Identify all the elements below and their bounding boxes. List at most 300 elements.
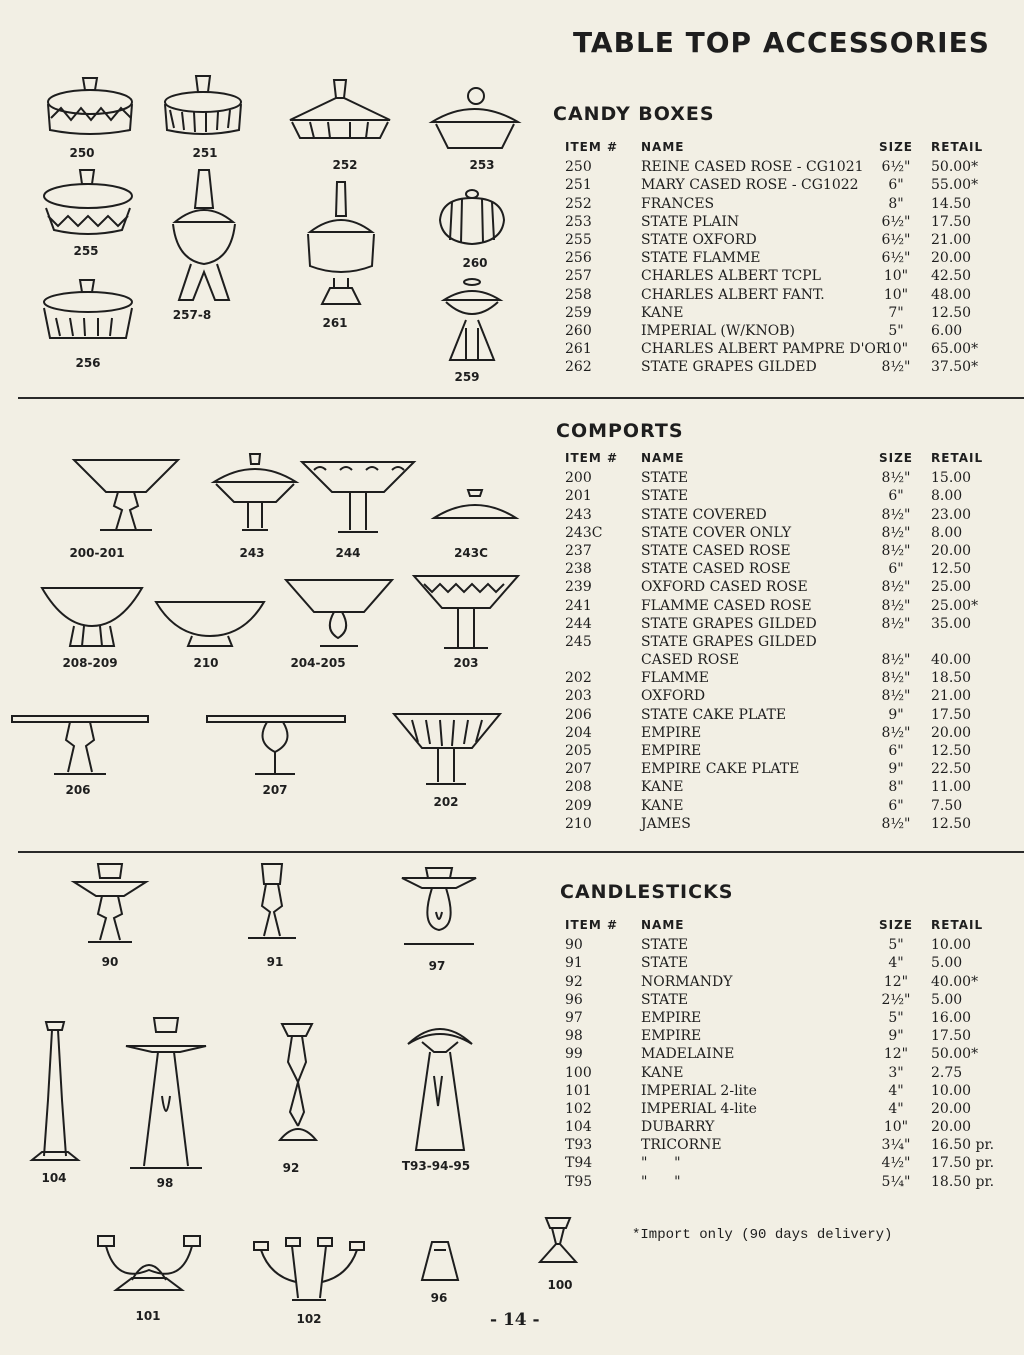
item-number: 100 <box>565 1064 592 1081</box>
item-size: 8½" <box>881 524 911 541</box>
candlestick-90-illustration <box>72 862 148 946</box>
item-name: STATE <box>641 470 689 487</box>
item-name: " " <box>641 1173 681 1190</box>
candy-box-253-illustration <box>428 86 520 152</box>
candy-box-252-illustration <box>288 78 392 144</box>
table-row <box>553 213 1003 231</box>
item-name: CASED ROSE <box>641 652 740 669</box>
item-number: 102 <box>565 1100 592 1117</box>
table-row <box>553 176 1003 194</box>
item-size: 4" <box>888 1082 904 1099</box>
candy-box-251-illustration <box>162 74 244 140</box>
item-name: EMPIRE <box>641 724 702 741</box>
item-retail: 12.50 <box>931 561 972 578</box>
table-row <box>553 1027 1003 1045</box>
candy-box-260-illustration <box>436 188 508 250</box>
item-retail: 20.00 <box>931 250 972 267</box>
item-retail: 37.50* <box>931 359 979 376</box>
item-name: CHARLES ALBERT PAMPRE D'OR <box>641 341 887 358</box>
item-name: STATE GRAPES GILDED <box>641 633 817 650</box>
item-number: T95 <box>565 1173 593 1190</box>
item-retail: 25.00 <box>931 579 972 596</box>
figure-label: 259 <box>454 370 480 384</box>
figure-label: 96 <box>430 1291 448 1305</box>
item-size: 9" <box>888 761 904 778</box>
item-name: EMPIRE <box>641 743 702 759</box>
item-retail: 20.00 <box>931 724 972 741</box>
comport-207-illustration <box>205 712 347 778</box>
item-size: 6½" <box>881 159 911 176</box>
item-number: 104 <box>565 1119 592 1136</box>
item-retail: 40.00* <box>931 973 979 990</box>
item-retail: 5.00 <box>931 991 963 1008</box>
column-header-retail: RETAIL <box>931 451 984 465</box>
comport-200-201-illustration <box>72 458 180 534</box>
candy-box-261-illustration <box>304 180 378 310</box>
item-retail: 10.00 <box>931 937 972 954</box>
item-name: FLAMME CASED ROSE <box>641 597 812 614</box>
item-retail: 22.50 <box>931 761 972 778</box>
item-name: IMPERIAL 4-lite <box>641 1100 757 1117</box>
comport-204-205-illustration <box>284 578 394 650</box>
item-number: 262 <box>565 359 592 376</box>
item-retail: 21.00 <box>931 231 972 248</box>
figure-label: 257-8 <box>172 308 212 322</box>
item-name: STATE COVER ONLY <box>641 524 792 541</box>
candlestick-97-illustration <box>400 866 478 950</box>
item-name: IMPERIAL 2-lite <box>641 1082 757 1099</box>
column-header-name: NAME <box>641 140 685 154</box>
item-number: 202 <box>565 670 592 687</box>
table-row <box>553 936 1003 954</box>
item-name: EMPIRE CAKE PLATE <box>641 761 800 778</box>
column-header-item: ITEM # <box>565 918 619 932</box>
item-name: STATE CASED ROSE <box>641 561 791 578</box>
item-number: 243 <box>565 506 592 523</box>
table-row <box>553 1082 1003 1100</box>
item-retail: 18.50 <box>931 670 972 687</box>
item-retail: 17.50 <box>931 706 972 723</box>
table-row <box>553 651 1003 669</box>
item-number: 210 <box>565 815 592 832</box>
candlestick-t93-94-95-illustration <box>400 1016 480 1156</box>
item-number: 204 <box>565 724 592 741</box>
candlestick-101-illustration <box>96 1230 202 1298</box>
figure-label: 104 <box>41 1171 67 1185</box>
item-name: NORMANDY <box>641 973 733 990</box>
item-number: 205 <box>565 743 592 759</box>
item-number: 238 <box>565 561 592 578</box>
table-row <box>553 615 1003 633</box>
table-row <box>553 231 1003 249</box>
table-row <box>553 760 1003 778</box>
item-name: STATE GRAPES GILDED <box>641 359 817 376</box>
candlestick-104-illustration <box>30 1020 80 1168</box>
figure-label: 256 <box>75 356 101 370</box>
candy-box-250-illustration <box>45 68 135 140</box>
item-retail: 50.00* <box>931 1046 979 1063</box>
item-number: 257 <box>565 268 592 285</box>
item-size: 9" <box>888 1028 904 1045</box>
item-number: 252 <box>565 195 592 212</box>
item-size: 8½" <box>881 670 911 687</box>
candy-box-255-illustration <box>40 168 136 240</box>
figure-label: 102 <box>296 1312 322 1326</box>
table-row <box>553 633 1003 651</box>
item-name: TRICORNE <box>641 1137 722 1154</box>
figure-label: 98 <box>156 1176 174 1190</box>
item-size: 12" <box>883 1046 909 1063</box>
figure-label: 208-209 <box>62 656 118 670</box>
item-name: REINE CASED ROSE - CG1021 <box>641 159 864 176</box>
item-number: 237 <box>565 542 592 559</box>
item-retail: 20.00 <box>931 1119 972 1136</box>
figure-label: 253 <box>469 158 495 172</box>
item-retail: 8.00 <box>931 524 963 541</box>
item-size: 8½" <box>881 724 911 741</box>
table-row <box>553 469 1003 487</box>
table-row <box>553 267 1003 285</box>
page-title: TABLE TOP ACCESSORIES <box>573 26 990 59</box>
item-name: STATE COVERED <box>641 506 767 523</box>
item-name: STATE CASED ROSE <box>641 542 791 559</box>
item-name: STATE CAKE PLATE <box>641 706 787 723</box>
figure-label: 204-205 <box>290 656 346 670</box>
item-number: 201 <box>565 488 592 505</box>
figure-label: 244 <box>335 546 361 560</box>
item-name: STATE <box>641 955 689 972</box>
item-size: 10" <box>883 268 909 285</box>
column-header-name: NAME <box>641 451 685 465</box>
item-number: 239 <box>565 579 592 596</box>
item-name: KANE <box>641 779 684 796</box>
comport-210-illustration <box>154 600 266 650</box>
item-retail: 17.50 pr. <box>931 1155 995 1172</box>
item-size: 8½" <box>881 688 911 705</box>
figure-label: 251 <box>192 146 218 160</box>
figure-label: 207 <box>262 783 288 797</box>
candlestick-91-illustration <box>244 862 300 946</box>
item-retail: 18.50 pr. <box>931 1173 995 1190</box>
item-name: STATE PLAIN <box>641 213 740 230</box>
item-name: FRANCES <box>641 195 715 212</box>
figure-label: 202 <box>433 795 459 809</box>
figure-label: 252 <box>332 158 358 172</box>
item-name: OXFORD CASED ROSE <box>641 579 808 596</box>
figure-label: 243C <box>454 546 488 560</box>
item-name: STATE GRAPES GILDED <box>641 615 817 632</box>
item-name: JAMES <box>641 815 691 832</box>
comport-203-illustration <box>412 574 520 652</box>
item-name: KANE <box>641 1064 684 1081</box>
item-retail: 16.00 <box>931 1009 972 1026</box>
item-size: 4" <box>888 1100 904 1117</box>
table-row <box>553 286 1003 304</box>
table-row <box>553 973 1003 991</box>
item-retail: 6.00 <box>931 322 963 339</box>
item-size: 5" <box>888 322 904 339</box>
item-number: 241 <box>565 597 592 614</box>
item-name: KANE <box>641 304 684 321</box>
figure-label: 210 <box>193 656 219 670</box>
table-row <box>553 597 1003 615</box>
item-name: STATE OXFORD <box>641 231 757 248</box>
item-number: 259 <box>565 304 592 321</box>
item-retail: 12.50 <box>931 815 972 832</box>
item-number: 245 <box>565 633 592 650</box>
item-retail: 12.50 <box>931 743 972 759</box>
item-number: 203 <box>565 688 592 705</box>
comport-206-illustration <box>10 712 150 778</box>
item-size: 8½" <box>881 359 911 376</box>
footnote: *Import only (90 days delivery) <box>632 1227 893 1243</box>
item-size: 6½" <box>881 231 911 248</box>
table-row <box>553 1136 1003 1154</box>
item-name: OXFORD <box>641 688 706 705</box>
figure-label: 261 <box>322 316 348 330</box>
item-retail: 15.00 <box>931 470 972 487</box>
column-header-item: ITEM # <box>565 451 619 465</box>
table-row <box>553 542 1003 560</box>
item-size: 10" <box>883 1119 909 1136</box>
item-size: 6" <box>888 488 904 505</box>
item-size: 5" <box>888 937 904 954</box>
item-retail: 65.00* <box>931 341 979 358</box>
figure-label: 206 <box>65 783 91 797</box>
figure-label: 100 <box>547 1278 573 1292</box>
table-header <box>553 451 1003 469</box>
candy-box-256-illustration <box>40 278 136 344</box>
table-row <box>553 1173 1003 1191</box>
item-retail: 11.00 <box>931 779 972 796</box>
comport-202-illustration <box>392 712 502 788</box>
item-retail: 35.00 <box>931 615 972 632</box>
item-retail: 8.00 <box>931 488 963 505</box>
item-name: STATE <box>641 991 689 1008</box>
item-name: EMPIRE <box>641 1028 702 1045</box>
table-row <box>553 524 1003 542</box>
comports-table <box>553 451 1003 833</box>
item-number: 91 <box>565 955 583 972</box>
item-size: 8½" <box>881 579 911 596</box>
table-row <box>553 1118 1003 1136</box>
candlestick-98-illustration <box>124 1016 208 1176</box>
item-retail: 50.00* <box>931 159 979 176</box>
section-title-candlesticks: CANDLESTICKS <box>560 881 734 903</box>
table-row <box>553 340 1003 358</box>
item-size <box>861 633 931 651</box>
item-name: IMPERIAL (W/KNOB) <box>641 322 795 339</box>
item-size: 8½" <box>881 815 911 832</box>
column-header-size: SIZE <box>878 451 913 465</box>
section-title-candy-boxes: CANDY BOXES <box>553 103 715 125</box>
item-name: STATE <box>641 937 689 954</box>
candy-box-259-illustration <box>440 278 504 362</box>
item-retail: 48.00 <box>931 286 972 303</box>
table-row <box>553 1009 1003 1027</box>
item-size: 6" <box>888 177 904 194</box>
item-retail: 5.00 <box>931 955 963 972</box>
item-size: 6" <box>888 743 904 759</box>
item-size: 3¼" <box>881 1137 911 1154</box>
figure-label: 101 <box>135 1309 161 1323</box>
table-row <box>553 487 1003 505</box>
column-header-retail: RETAIL <box>931 140 984 154</box>
table-header <box>553 918 1003 936</box>
item-retail: 23.00 <box>931 506 972 523</box>
table-row <box>553 1154 1003 1172</box>
item-retail: 17.50 <box>931 1028 972 1045</box>
item-size: 8½" <box>881 506 911 523</box>
table-row <box>553 1045 1003 1063</box>
item-name: CHARLES ALBERT FANT. <box>641 286 825 303</box>
item-size: 2½" <box>881 991 911 1008</box>
column-header-size: SIZE <box>878 918 913 932</box>
figure-label: 255 <box>73 244 99 258</box>
table-row <box>553 778 1003 796</box>
item-retail: 12.50 <box>931 304 972 321</box>
item-number: 99 <box>565 1046 583 1063</box>
table-row <box>553 249 1003 267</box>
item-number: T93 <box>565 1137 593 1154</box>
table-row <box>553 815 1003 833</box>
item-size: 8½" <box>881 652 911 669</box>
table-row <box>553 954 1003 972</box>
item-number: 200 <box>565 470 592 487</box>
item-retail: 10.00 <box>931 1082 972 1099</box>
item-retail: 21.00 <box>931 688 972 705</box>
item-number: 260 <box>565 322 592 339</box>
item-number: 97 <box>565 1009 583 1026</box>
page-number: - 14 - <box>490 1310 540 1330</box>
item-number: 261 <box>565 341 592 358</box>
table-row <box>553 158 1003 176</box>
table-row <box>553 195 1003 213</box>
item-name: " " <box>641 1155 681 1172</box>
item-name: MARY CASED ROSE - CG1022 <box>641 177 859 194</box>
item-retail: 17.50 <box>931 213 972 230</box>
item-size: 8½" <box>881 542 911 559</box>
comport-243c-illustration <box>432 488 518 522</box>
figure-label: 250 <box>69 146 95 160</box>
item-size: 6½" <box>881 213 911 230</box>
table-row <box>553 322 1003 340</box>
table-row <box>553 358 1003 376</box>
item-retail: 20.00 <box>931 1100 972 1117</box>
item-name: DUBARRY <box>641 1119 715 1136</box>
item-size: 8½" <box>881 470 911 487</box>
item-name: EMPIRE <box>641 1009 702 1026</box>
item-size: 8½" <box>881 597 911 614</box>
figure-label: 200-201 <box>69 546 125 560</box>
item-retail: 16.50 pr. <box>931 1137 995 1154</box>
table-row <box>553 506 1003 524</box>
item-size: 4" <box>888 955 904 972</box>
item-number: 207 <box>565 761 592 778</box>
item-number: 209 <box>565 797 592 814</box>
divider <box>18 851 1024 853</box>
item-number: 208 <box>565 779 592 796</box>
table-header <box>553 140 1003 158</box>
item-name: MADELAINE <box>641 1046 735 1063</box>
table-row <box>553 560 1003 578</box>
table-row <box>553 991 1003 1009</box>
candy-boxes-table <box>553 140 1003 376</box>
item-number: 256 <box>565 250 592 267</box>
item-number: 253 <box>565 213 592 230</box>
figure-label: 260 <box>462 256 488 270</box>
item-retail: 25.00* <box>931 597 979 614</box>
item-number: 98 <box>565 1028 583 1045</box>
item-retail <box>931 633 1003 651</box>
item-number: 96 <box>565 991 583 1008</box>
table-row <box>553 742 1003 760</box>
item-size: 8" <box>888 779 904 796</box>
item-name: STATE FLAMME <box>641 250 761 267</box>
item-retail: 14.50 <box>931 195 972 212</box>
item-size: 5¼" <box>881 1173 911 1190</box>
candlestick-92-illustration <box>272 1022 322 1152</box>
column-header-retail: RETAIL <box>931 918 984 932</box>
item-name: CHARLES ALBERT TCPL <box>641 268 821 285</box>
item-number: 244 <box>565 615 592 632</box>
item-size: 10" <box>883 286 909 303</box>
figure-label: 203 <box>453 656 479 670</box>
table-row <box>553 1100 1003 1118</box>
figure-label: 90 <box>101 955 119 969</box>
item-number: 243C <box>565 524 603 541</box>
table-row <box>553 669 1003 687</box>
item-number: T94 <box>565 1155 593 1172</box>
table-row <box>553 304 1003 322</box>
item-size: 8" <box>888 195 904 212</box>
figure-label: 92 <box>282 1161 300 1175</box>
table-row <box>553 706 1003 724</box>
section-title-comports: COMPORTS <box>556 420 684 442</box>
item-size: 8½" <box>881 615 911 632</box>
item-size: 4½" <box>881 1155 911 1172</box>
item-number: 255 <box>565 231 592 248</box>
item-size: 12" <box>883 973 909 990</box>
item-retail: 42.50 <box>931 268 972 285</box>
item-name: FLAMME <box>641 670 710 687</box>
comport-244-illustration <box>300 458 416 536</box>
candlestick-100-illustration <box>538 1216 578 1266</box>
column-header-size: SIZE <box>878 140 913 154</box>
divider <box>18 397 1024 399</box>
item-number: 258 <box>565 286 592 303</box>
item-size: 7" <box>888 304 904 321</box>
item-size: 6" <box>888 797 904 814</box>
item-retail: 7.50 <box>931 797 963 814</box>
figure-label: 97 <box>428 959 446 973</box>
table-row <box>553 797 1003 815</box>
item-number: 90 <box>565 937 583 954</box>
item-retail: 2.75 <box>931 1064 963 1081</box>
item-number: 206 <box>565 706 592 723</box>
figure-label: 91 <box>266 955 284 969</box>
candlesticks-table <box>553 918 1003 1191</box>
item-name: KANE <box>641 797 684 814</box>
table-row <box>553 578 1003 596</box>
item-number: 92 <box>565 973 583 990</box>
item-retail: 40.00 <box>931 652 972 669</box>
table-row <box>553 724 1003 742</box>
comport-208-209-illustration <box>40 586 144 650</box>
item-number: 251 <box>565 177 592 194</box>
comport-243-illustration <box>212 452 298 534</box>
candlestick-102-illustration <box>252 1236 366 1308</box>
